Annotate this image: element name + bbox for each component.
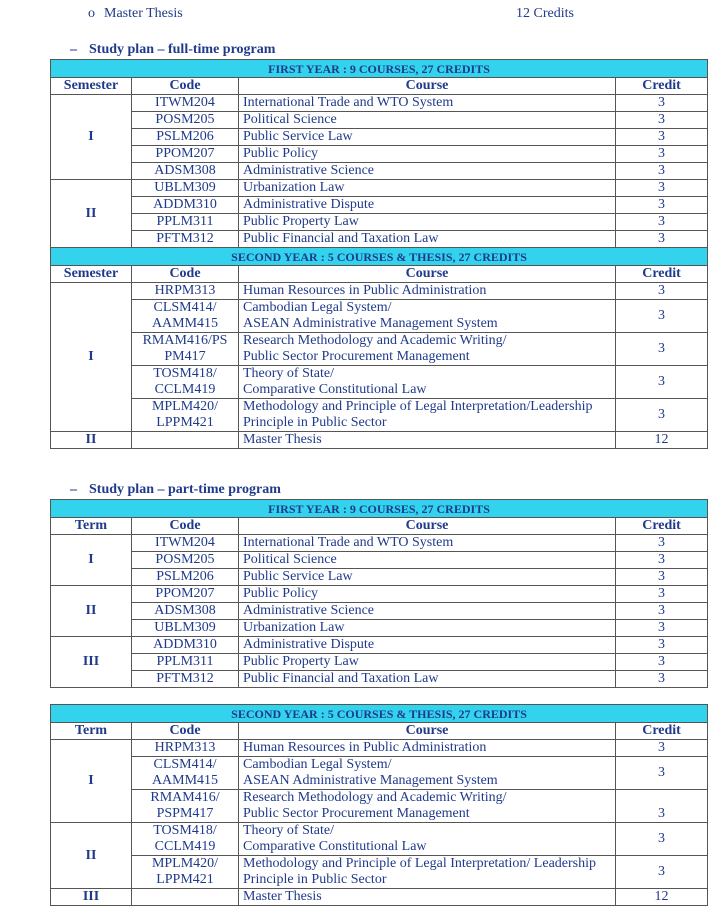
col-header-credit: Credit [616,518,708,535]
course-cell: Public Policy [239,586,616,603]
credit-cell: 3 [616,654,708,671]
parttime-heading-text: Study plan – part-time program [89,482,281,497]
col-header-course: Course [239,78,616,95]
table-row [51,432,708,449]
course-cell-line: Research Methodology and Academic Writing/ [243,333,507,348]
code-cell-line: HRPM313 [154,283,216,298]
code-cell: ADDM310 [132,197,239,214]
course-cell-line: Methodology and Principle of Legal Interpretation/Leadership [243,399,593,414]
table-row [51,146,708,163]
table-row [51,333,708,366]
code-cell: PFTM312 [132,231,239,248]
credit-cell: 3 [616,740,708,757]
code-cell: POSM205 [132,112,239,129]
table-row [51,95,708,112]
code-cell [132,790,239,823]
course-cell [239,757,616,790]
col-header-term: Semester [51,266,132,283]
course-cell: Public Service Law [239,569,616,586]
course-cell-line: Cambodian Legal System/ [243,757,392,772]
term-cell: I [51,740,132,823]
credit-cell: 3 [616,603,708,620]
code-cell-line: PM417 [164,349,206,364]
credit-cell: 3 [616,112,708,129]
credit-cell: 3 [616,197,708,214]
credit-cell: 3 [616,569,708,586]
table-row [51,569,708,586]
code-cell-line: CLSM414/ [153,300,217,315]
table-row [51,586,708,603]
course-cell-line: Theory of State/ [243,823,334,838]
code-cell: PSLM206 [132,569,239,586]
code-cell [132,283,239,300]
course-cell-line: Human Resources in Public Administration [243,740,487,755]
credit-cell: 3 [616,95,708,112]
credit-cell: 3 [616,535,708,552]
term-cell: I [51,95,132,180]
year-banner-row [51,705,708,723]
table-row [51,654,708,671]
course-cell: Public Financial and Taxation Law [239,231,616,248]
course-cell [239,333,616,366]
course-cell-line: Comparative Constitutional Law [243,382,427,397]
course-cell [239,823,616,856]
table-row [51,129,708,146]
table-row [51,399,708,432]
course-cell-line: Principle in Public Sector [243,872,387,887]
code-cell: PFTM312 [132,671,239,688]
parttime-second-year-table [50,704,708,906]
code-cell [132,757,239,790]
course-cell: Public Policy [239,146,616,163]
credit-cell: 3 [616,180,708,197]
table-row [51,620,708,637]
course-cell-line: Cambodian Legal System/ [243,300,392,315]
course-cell: International Trade and WTO System [239,535,616,552]
code-cell-line: MPLM420/ [151,856,219,871]
credit-cell: 3 [616,620,708,637]
table-row [51,603,708,620]
table-row [51,823,708,856]
year-banner: FIRST YEAR : 9 COURSES, 27 CREDITS [51,500,708,518]
table-row [51,231,708,248]
credit-cell: 3 [616,231,708,248]
credit-cell: 3 [616,637,708,654]
table-row [51,283,708,300]
course-cell: Administrative Science [239,603,616,620]
table-row [51,197,708,214]
course-cell-line: Principle in Public Sector [243,415,387,430]
fulltime-study-plan-table [50,59,708,449]
code-cell-line: LPPM421 [156,872,214,887]
course-cell: Political Science [239,552,616,569]
credit-cell: 3 [616,333,708,366]
code-cell-line: CCLM419 [154,382,216,397]
year-banner-row [51,60,708,78]
table-row [51,740,708,757]
credit-cell: 3 [616,300,708,333]
code-cell: PSLM206 [132,129,239,146]
term-cell: I [51,283,132,432]
table-row [51,671,708,688]
code-cell [132,823,239,856]
course-cell-line: Research Methodology and Academic Writing/ [243,790,507,805]
term-cell: II [51,180,132,248]
table-row [51,757,708,790]
parttime-first-year-table [50,499,708,688]
col-header-code: Code [132,266,239,283]
course-cell-line: Master Thesis [243,432,322,447]
course-cell-line: Comparative Constitutional Law [243,839,427,854]
course-cell [239,740,616,757]
col-header-term: Term [51,518,132,535]
code-cell-line: HRPM313 [154,740,216,755]
table-row [51,790,708,823]
table-row [51,112,708,129]
fulltime-heading [70,42,275,58]
credit-cell: 3 [616,163,708,180]
fulltime-heading-text: Study plan – full-time program [89,42,276,57]
code-cell-line: PSPM417 [156,806,214,821]
course-cell [239,283,616,300]
course-cell [239,856,616,889]
course-cell: Public Property Law [239,654,616,671]
dash-bullet-icon: – [70,42,77,57]
table-row [51,366,708,399]
credit-cell: 3 [616,366,708,399]
credit-cell: 12 [616,889,708,906]
parttime-heading [70,482,281,498]
table-row [51,856,708,889]
course-cell-line: Theory of State/ [243,366,334,381]
header-row [51,266,708,283]
year-banner-row [51,500,708,518]
code-cell: PPLM311 [132,214,239,231]
code-cell [132,740,239,757]
header-row [51,78,708,95]
master-thesis-credits: 12 Credits [516,6,574,21]
circle-bullet-icon: o [88,6,95,21]
header-row [51,723,708,740]
table-row [51,535,708,552]
course-cell: Public Financial and Taxation Law [239,671,616,688]
top-line [88,6,708,24]
code-cell: PPOM207 [132,586,239,603]
credit-cell: 3 [616,856,708,889]
term-cell: II [51,432,132,449]
term-cell: II [51,586,132,637]
course-cell: International Trade and WTO System [239,95,616,112]
course-cell-line: Methodology and Principle of Legal Interpretation/ Leadership [243,856,597,871]
col-header-code: Code [132,723,239,740]
credit-cell: 3 [616,757,708,790]
dash-bullet-icon: – [70,482,77,497]
code-cell [132,399,239,432]
course-cell: Administrative Dispute [239,197,616,214]
credit-cell: 3 [616,214,708,231]
year-banner: SECOND YEAR : 5 COURSES & THESIS, 27 CREDITS [51,248,708,266]
table-row [51,180,708,197]
code-cell [132,856,239,889]
code-cell: ITWM204 [132,535,239,552]
col-header-course: Course [239,518,616,535]
code-cell-line: AAMM415 [151,773,219,788]
header-row [51,518,708,535]
year-banner: FIRST YEAR : 9 COURSES, 27 CREDITS [51,60,708,78]
course-cell [239,432,616,449]
year-banner-row [51,248,708,266]
col-header-credit: Credit [616,266,708,283]
col-header-credit: Credit [616,723,708,740]
course-cell-line: ASEAN Administrative Management System [243,316,498,331]
table-row [51,889,708,906]
course-cell: Urbanization Law [239,620,616,637]
term-cell: III [51,637,132,688]
table-row [51,214,708,231]
term-cell: III [51,889,132,906]
code-cell: PPLM311 [132,654,239,671]
code-cell: UBLM309 [132,180,239,197]
credit-cell: 3 [616,671,708,688]
code-cell-line: LPPM421 [156,415,214,430]
table-row [51,300,708,333]
credit-cell: 3 [616,552,708,569]
col-header-course: Course [239,723,616,740]
col-header-course: Course [239,266,616,283]
code-cell-line: RMAM416/ [150,790,220,805]
credit-cell: 3 [616,790,708,823]
course-cell: Urbanization Law [239,180,616,197]
code-cell-line: CCLM419 [154,839,216,854]
course-cell [239,399,616,432]
master-thesis-label: Master Thesis [104,6,183,21]
code-cell-line: TOSM418/ [153,823,217,838]
code-cell: POSM205 [132,552,239,569]
term-cell: I [51,535,132,586]
credit-cell: 3 [616,283,708,300]
course-cell [239,889,616,906]
course-cell-line: Master Thesis [243,889,322,904]
credit-cell: 3 [616,586,708,603]
table-row [51,163,708,180]
course-cell: Public Property Law [239,214,616,231]
code-cell-line: MPLM420/ [151,399,219,414]
course-cell: Political Science [239,112,616,129]
code-cell: ADSM308 [132,603,239,620]
term-cell: II [51,823,132,889]
col-header-term: Semester [51,78,132,95]
code-cell-line: RMAM416/PS [142,333,228,348]
credit-cell: 3 [616,399,708,432]
col-header-credit: Credit [616,78,708,95]
code-cell-line: AAMM415 [151,316,219,331]
course-cell: Administrative Dispute [239,637,616,654]
course-cell: Administrative Science [239,163,616,180]
table-row [51,637,708,654]
code-cell [132,333,239,366]
year-banner: SECOND YEAR : 5 COURSES & THESIS, 27 CREDITS [51,705,708,723]
course-cell [239,300,616,333]
code-cell: UBLM309 [132,620,239,637]
course-cell: Public Service Law [239,129,616,146]
credit-cell: 3 [616,146,708,163]
course-cell [239,366,616,399]
course-cell-line: Public Sector Procurement Management [243,349,470,364]
code-cell: ADDM310 [132,637,239,654]
credit-cell: 3 [616,129,708,146]
code-cell [132,300,239,333]
code-cell: PPOM207 [132,146,239,163]
course-cell-line: Human Resources in Public Administration [243,283,487,298]
col-header-code: Code [132,518,239,535]
code-cell: ITWM204 [132,95,239,112]
course-cell-line: Public Sector Procurement Management [243,806,470,821]
code-cell: ADSM308 [132,163,239,180]
course-cell-line: ASEAN Administrative Management System [243,773,498,788]
col-header-term: Term [51,723,132,740]
code-cell-line: TOSM418/ [153,366,217,381]
code-cell [132,366,239,399]
code-cell [132,432,239,449]
table-row [51,552,708,569]
code-cell [132,889,239,906]
course-cell [239,790,616,823]
credit-cell: 3 [616,823,708,856]
code-cell-line: CLSM414/ [153,757,217,772]
col-header-code: Code [132,78,239,95]
credit-cell: 12 [616,432,708,449]
